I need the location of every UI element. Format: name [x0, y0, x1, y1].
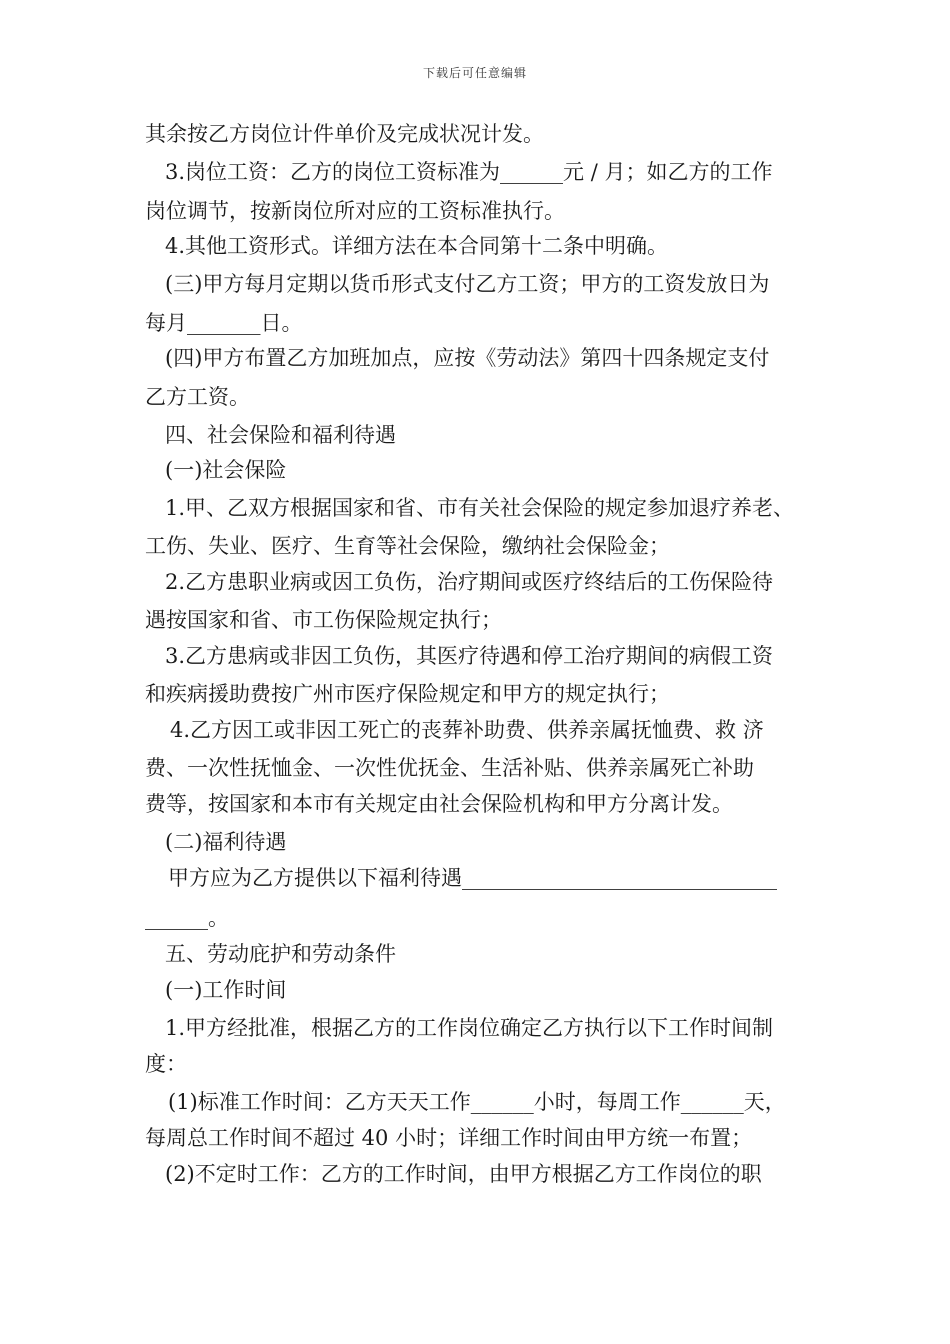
- text-line: 遇按国家和省、市工伤保险规定执行；: [145, 608, 502, 632]
- text-line: 费、一次性抚恤金、一次性优抚金、生活补贴、供养亲属死亡补助: [145, 756, 754, 780]
- text-line: 3.乙方患病或非因工负伤，其医疗待遇和停工治疗期间的病假工资: [165, 644, 774, 668]
- text-line: 每周总工作时间不超过 40 小时；详细工作时间由甲方统一布置；: [145, 1126, 753, 1150]
- subsection-heading: (二)福利待遇: [165, 830, 287, 854]
- text-line: 岗位调节，按新岗位所对应的工资标准执行。: [145, 199, 565, 223]
- text-line: (1)标准工作时间：乙方天天工作______小时，每周工作______天，: [168, 1090, 786, 1114]
- text-line: 1.甲方经批准，根据乙方的工作岗位确定乙方执行以下工作时间制: [165, 1016, 774, 1040]
- text-line: 每月_______日。: [145, 311, 303, 335]
- text-line: 乙方工资。: [145, 385, 250, 409]
- text-line: (三)甲方每月定期以货币形式支付乙方工资；甲方的工资发放日为: [165, 272, 770, 296]
- text-line: 费等，按国家和本市有关规定由社会保险机构和甲方分离计发。: [145, 792, 733, 816]
- subsection-heading: (一)社会保险: [165, 458, 287, 482]
- text-line: ______。: [145, 906, 229, 930]
- text-line: 工伤、失业、医疗、生育等社会保险，缴纳社会保险金；: [145, 534, 670, 558]
- text-line: 甲方应为乙方提供以下福利待遇______________________________: [168, 866, 777, 890]
- text-line: 和疾病援助费按广州市医疗保险规定和甲方的规定执行；: [145, 682, 670, 706]
- section-heading: 五、劳动庇护和劳动条件: [165, 942, 396, 966]
- text-line: 度：: [145, 1052, 187, 1076]
- text-line: 4.乙方因工或非因工死亡的丧葬补助费、供养亲属抚恤费、救 济: [170, 718, 764, 742]
- text-line: (四)甲方布置乙方加班加点，应按《劳动法》第四十四条规定支付: [165, 346, 770, 370]
- page-header: 下载后可任意编辑: [422, 66, 527, 80]
- text-line: 2.乙方患职业病或因工负伤，治疗期间或医疗终结后的工伤保险待: [165, 570, 774, 594]
- text-line: 4.其他工资形式。详细方法在本合同第十二条中明确。: [165, 234, 669, 258]
- section-heading: 四、社会保险和福利待遇: [165, 423, 396, 447]
- text-line: 3.岗位工资：乙方的岗位工资标准为______元 / 月；如乙方的工作: [165, 160, 773, 184]
- text-line: 其余按乙方岗位计件单价及完成状况计发。: [145, 122, 544, 146]
- text-line: (2)不定时工作：乙方的工作时间，由甲方根据乙方工作岗位的职: [165, 1162, 762, 1186]
- subsection-heading: (一)工作时间: [165, 978, 287, 1002]
- text-line: 1.甲、乙双方根据国家和省、市有关社会保险的规定参加退疗养老、: [165, 496, 795, 520]
